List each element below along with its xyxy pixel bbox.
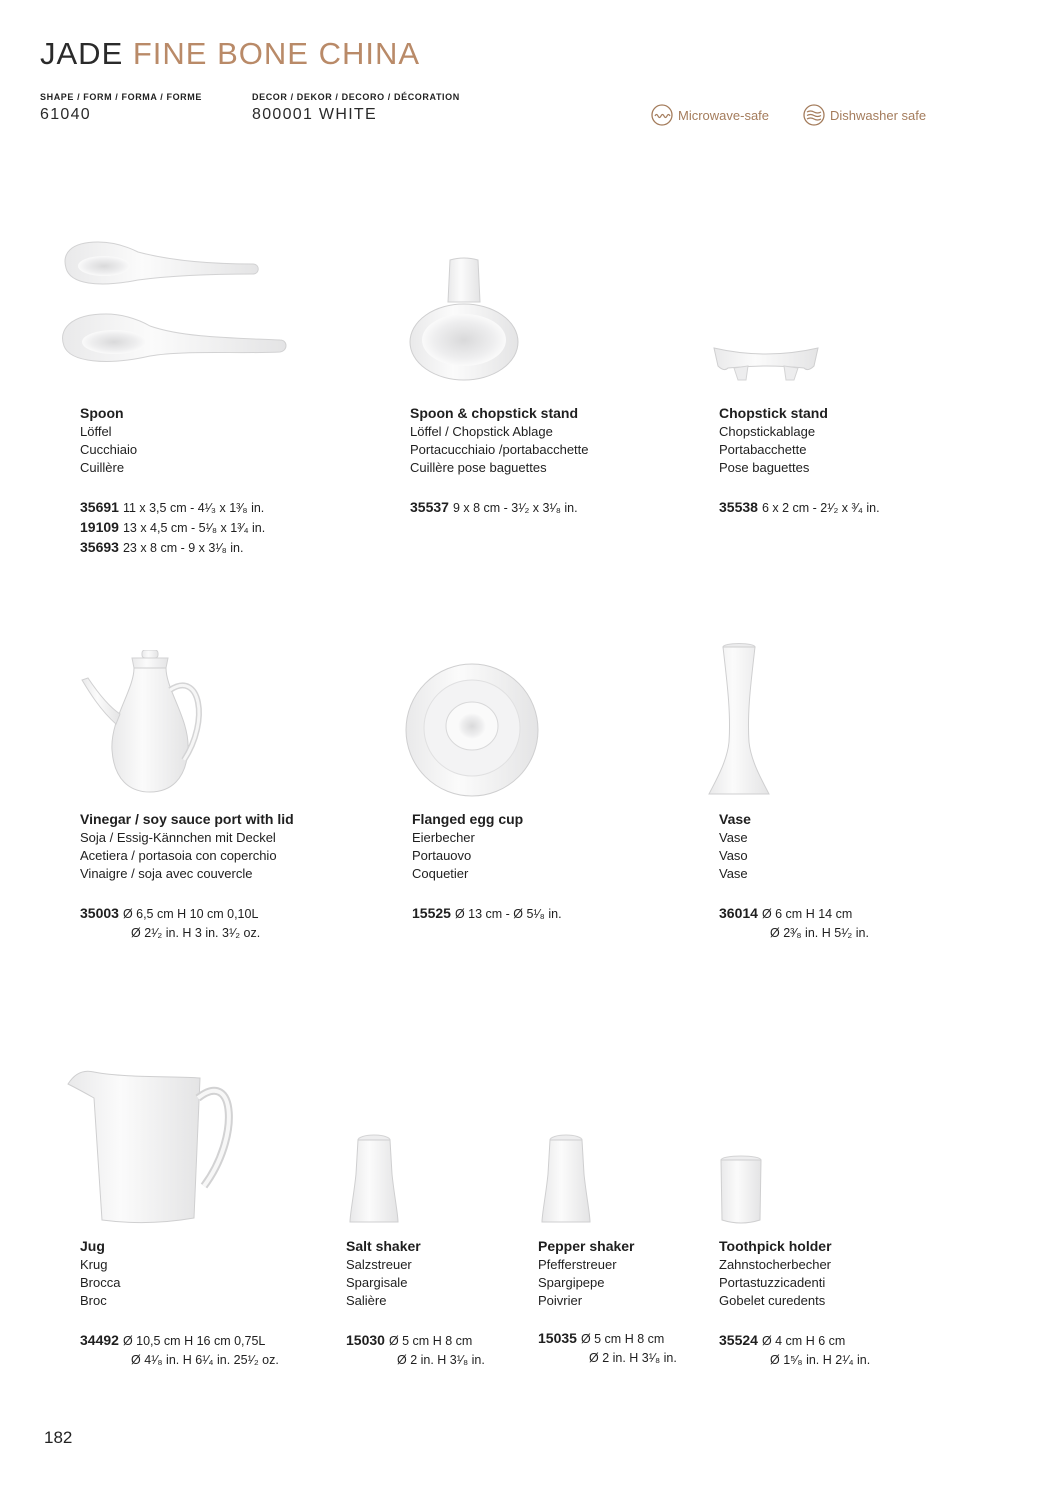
- dimensions: 9 x 8 cm - 3¹⁄₂ x 3¹⁄₈ in.: [452, 501, 578, 515]
- shape-value: 61040: [40, 106, 91, 123]
- translation-fr: Cuillère: [80, 460, 125, 475]
- translation-de: Vase: [719, 830, 748, 845]
- dimensions: Ø 2 in. H 3¹⁄₈ in.: [589, 1351, 677, 1365]
- article-code: 35537: [410, 499, 449, 515]
- dimensions: Ø 2³⁄₈ in. H 5¹⁄₂ in.: [770, 926, 869, 940]
- dishwasher-icon: [803, 104, 825, 126]
- dimensions: Ø 6 cm H 14 cm: [761, 907, 853, 921]
- flanged-egg-cup-image: [404, 662, 540, 798]
- code-row: [412, 904, 562, 924]
- translation-it: Portauovo: [412, 848, 472, 863]
- code-row: [346, 1331, 485, 1351]
- translation-de: Salzstreuer: [346, 1257, 412, 1272]
- title-brand: JADE: [40, 36, 124, 71]
- code-row: [719, 1351, 870, 1370]
- article-code: 35693: [80, 539, 119, 555]
- product-salt-shaker: [346, 1237, 485, 1370]
- dimensions: 6 x 2 cm - 2¹⁄₂ x ³⁄₄ in.: [761, 501, 880, 515]
- product-jug: [80, 1237, 279, 1370]
- code-row: [80, 1331, 279, 1351]
- code-row: [80, 498, 265, 518]
- product-name: Pepper shaker: [538, 1238, 635, 1254]
- translation-it: Portastuzzicadenti: [719, 1275, 826, 1290]
- code-row: [719, 924, 869, 943]
- spoon-image: [58, 238, 288, 374]
- translation-fr: Coquetier: [412, 866, 469, 881]
- article-code: 15525: [412, 905, 451, 921]
- microwave-icon: [651, 104, 673, 126]
- dimensions: Ø 13 cm - Ø 5¹⁄₈ in.: [454, 907, 562, 921]
- translation-fr: Pose baguettes: [719, 460, 810, 475]
- microwave-label: Microwave-safe: [678, 107, 770, 123]
- dimensions: Ø 4 cm H 6 cm: [761, 1334, 846, 1348]
- translation-de: Zahnstocherbecher: [719, 1257, 832, 1272]
- product-name: Toothpick holder: [719, 1238, 832, 1254]
- soy-sauce-pot-image: [80, 650, 208, 794]
- dimensions: Ø 4¹⁄₈ in. H 6¹⁄₄ in. 25¹⁄₂ oz.: [131, 1353, 279, 1367]
- dimensions: Ø 5 cm H 8 cm: [388, 1334, 473, 1348]
- product-name: Chopstick stand: [719, 405, 828, 421]
- product-chopstick-stand: [719, 404, 880, 518]
- product-name: Vase: [719, 811, 751, 827]
- dishwasher-badge: [803, 104, 926, 126]
- translation-fr: Broc: [80, 1293, 107, 1308]
- article-code: 19109: [80, 519, 119, 535]
- dimensions: Ø 2¹⁄₂ in. H 3 in. 3¹⁄₂ oz.: [131, 926, 261, 940]
- page-number: 182: [44, 1428, 73, 1447]
- salt-shaker-image: [346, 1134, 400, 1226]
- translation-it: Acetiera / portasoia con coperchio: [80, 848, 277, 863]
- code-row: [346, 1351, 485, 1370]
- product-flanged-egg-cup: [412, 810, 562, 924]
- decor-label: DECOR / DEKOR / DECORO / DÉCORATION: [252, 92, 460, 102]
- translation-fr: Gobelet curedents: [719, 1293, 826, 1308]
- product-pepper-shaker: [538, 1237, 677, 1368]
- dimensions: Ø 10,5 cm H 16 cm 0,75L: [122, 1334, 266, 1348]
- product-name: Jug: [80, 1238, 105, 1254]
- code-row: [80, 924, 294, 943]
- dimensions: Ø 1⁵⁄₈ in. H 2¹⁄₄ in.: [770, 1353, 871, 1367]
- shape-label: SHAPE / FORM / FORMA / FORME: [40, 92, 202, 102]
- translation-de: Chopstickablage: [719, 424, 816, 439]
- jug-image: [64, 1068, 234, 1226]
- microwave-badge: [651, 104, 769, 126]
- article-code: 35691: [80, 499, 119, 515]
- article-code: 15035: [538, 1330, 577, 1346]
- page-title: [40, 36, 420, 72]
- code-row: [719, 904, 869, 924]
- translation-it: Brocca: [80, 1275, 121, 1290]
- article-code: 15030: [346, 1332, 385, 1348]
- spoon-chopstick-stand-image: [408, 256, 522, 382]
- translation-it: Cucchiaio: [80, 442, 138, 457]
- translation-it: Portacucchiaio /portabacchette: [410, 442, 589, 457]
- chopstick-stand-image: [712, 338, 820, 384]
- translation-fr: Cuillère pose baguettes: [410, 460, 547, 475]
- toothpick-holder-image: [718, 1154, 764, 1226]
- vase-image: [705, 642, 773, 798]
- dimensions: 13 x 4,5 cm - 5¹⁄₈ x 1³⁄₄ in.: [122, 521, 266, 535]
- code-row: [719, 1331, 870, 1351]
- translation-de: Eierbecher: [412, 830, 475, 845]
- article-code: 35003: [80, 905, 119, 921]
- product-name: Flanged egg cup: [412, 811, 524, 827]
- article-code: 35524: [719, 1332, 758, 1348]
- translation-de: Pfefferstreuer: [538, 1257, 617, 1272]
- code-row: [80, 538, 265, 558]
- code-row: [410, 498, 589, 518]
- product-name: Salt shaker: [346, 1238, 421, 1254]
- translation-fr: Vinaigre / soja avec couvercle: [80, 866, 253, 881]
- translation-it: Vaso: [719, 848, 748, 863]
- article-code: 35538: [719, 499, 758, 515]
- dimensions: 23 x 8 cm - 9 x 3¹⁄₈ in.: [122, 541, 244, 555]
- product-vase: [719, 810, 869, 943]
- product-name: Spoon: [80, 405, 124, 421]
- dimensions: Ø 6,5 cm H 10 cm 0,10L: [122, 907, 259, 921]
- dimensions: 11 x 3,5 cm - 4¹⁄₃ x 1³⁄₈ in.: [122, 501, 265, 515]
- product-toothpick-holder: [719, 1237, 870, 1370]
- code-row: [719, 498, 880, 518]
- article-code: 36014: [719, 905, 758, 921]
- translation-fr: Poivrier: [538, 1293, 583, 1308]
- product-name: Vinegar / soy sauce port with lid: [80, 811, 294, 827]
- product-name: Spoon & chopstick stand: [410, 405, 579, 421]
- translation-it: Portabacchette: [719, 442, 807, 457]
- code-row: [80, 518, 265, 538]
- translation-it: Spargipepe: [538, 1275, 605, 1290]
- decor-value: 800001 WHITE: [252, 106, 377, 123]
- title-collection: FINE BONE CHINA: [132, 36, 421, 71]
- dimensions: Ø 2 in. H 3¹⁄₈ in.: [397, 1353, 485, 1367]
- translation-de: Löffel / Chopstick Ablage: [410, 424, 553, 439]
- translation-fr: Salière: [346, 1293, 387, 1308]
- pepper-shaker-image: [538, 1134, 592, 1226]
- article-code: 34492: [80, 1332, 119, 1348]
- translation-de: Krug: [80, 1257, 108, 1272]
- code-row: [80, 904, 294, 924]
- code-row: [538, 1349, 677, 1368]
- dimensions: Ø 5 cm H 8 cm: [580, 1332, 665, 1346]
- translation-de: Löffel: [80, 424, 112, 439]
- translation-de: Soja / Essig-Kännchen mit Deckel: [80, 830, 276, 845]
- code-row: [538, 1329, 677, 1349]
- dishwasher-label: Dishwasher safe: [830, 107, 927, 123]
- product-soy-sauce-pot: [80, 810, 294, 943]
- translation-it: Spargisale: [346, 1275, 408, 1290]
- code-row: [80, 1351, 279, 1370]
- product-spoon: [80, 404, 265, 558]
- product-spoon-chopstick-stand: [410, 404, 589, 518]
- translation-fr: Vase: [719, 866, 748, 881]
